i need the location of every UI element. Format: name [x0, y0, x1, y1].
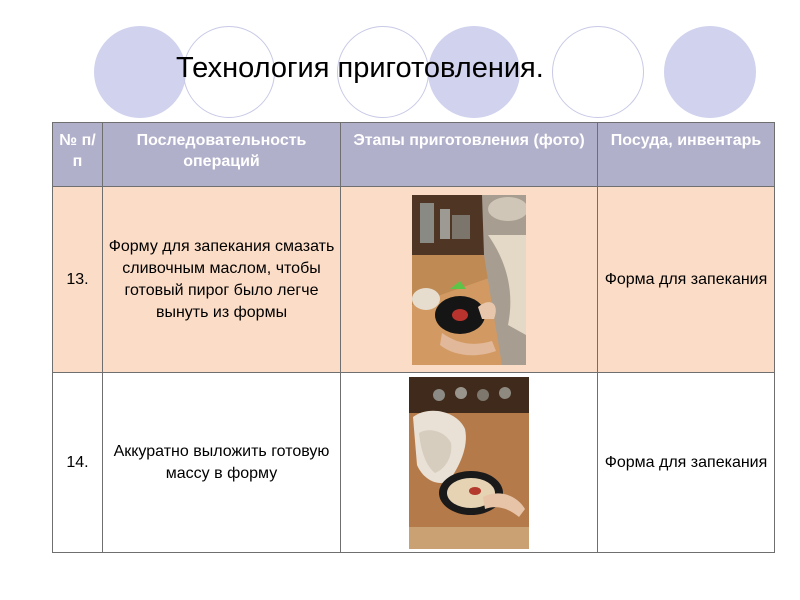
step-tools: Форма для запекания	[598, 187, 775, 373]
step-number: 13.	[53, 187, 103, 373]
step-tools: Форма для запекания	[598, 373, 775, 553]
step-operation: Аккуратно выложить готовую массу в форму	[103, 373, 341, 553]
header-tools: Посуда, инвентарь	[598, 123, 775, 187]
decor-circle	[664, 26, 756, 118]
decor-circle	[94, 26, 186, 118]
header-number: № п/п	[53, 123, 103, 187]
table-row	[53, 373, 775, 553]
header-operations: Последовательность операций	[103, 123, 341, 187]
decor-circle	[552, 26, 644, 118]
step-photo-greasing-pan	[412, 195, 526, 365]
step-photo-cell	[341, 373, 598, 553]
table-row	[53, 187, 775, 373]
step-operation: Форму для запекания смазать сливочным маслом, чтобы готовый пирог было легче вынуть из формы	[103, 187, 341, 373]
header-photo: Этапы приготовления (фото)	[341, 123, 598, 187]
table-header-row	[53, 123, 775, 187]
step-photo-cell	[341, 187, 598, 373]
step-photo-filling-pan	[409, 377, 529, 549]
page-title: Технология приготовления.	[176, 52, 544, 84]
step-number: 14.	[53, 373, 103, 553]
cooking-steps-table	[52, 122, 775, 553]
